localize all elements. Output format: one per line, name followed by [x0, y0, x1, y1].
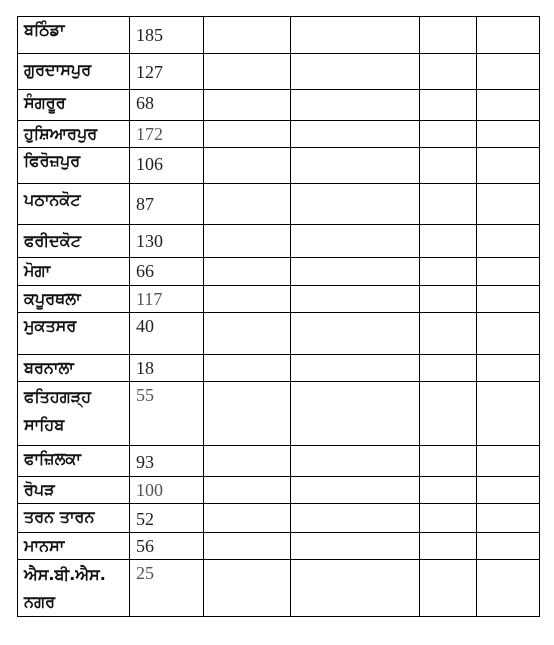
empty-cell: [204, 355, 291, 382]
district-name: ਐਸ.ਬੀ.ਐਸ. ਨਗਰ: [18, 560, 130, 617]
empty-cell: [420, 504, 477, 533]
table-row: [18, 184, 540, 225]
table-row: [18, 225, 540, 258]
empty-cell: [291, 382, 420, 446]
empty-cell: [291, 17, 420, 54]
district-table: [17, 16, 540, 617]
district-name: ਫਾਜ਼ਿਲਕਾ: [18, 446, 130, 477]
table-row: [18, 313, 540, 355]
empty-cell: [204, 184, 291, 225]
empty-cell: [291, 258, 420, 286]
empty-cell: [420, 533, 477, 560]
empty-cell: [420, 477, 477, 504]
empty-cell: [477, 184, 540, 225]
empty-cell: [204, 121, 291, 148]
district-value: 52: [130, 504, 204, 533]
empty-cell: [204, 54, 291, 90]
table-row: [18, 90, 540, 121]
table-row: [18, 533, 540, 560]
empty-cell: [204, 286, 291, 313]
district-value: 130: [130, 225, 204, 258]
empty-cell: [204, 533, 291, 560]
empty-cell: [420, 446, 477, 477]
empty-cell: [477, 121, 540, 148]
empty-cell: [477, 355, 540, 382]
district-name: ਸੰਗਰੂਰ: [18, 90, 130, 121]
empty-cell: [291, 355, 420, 382]
empty-cell: [291, 121, 420, 148]
empty-cell: [477, 504, 540, 533]
district-name: ਹੁਸ਼ਿਆਰਪੁਰ: [18, 121, 130, 148]
empty-cell: [420, 225, 477, 258]
district-value: 185: [130, 17, 204, 54]
district-name: ਬਠਿੰਡਾ: [18, 17, 130, 54]
district-name: ਕਪੂਰਥਲਾ: [18, 286, 130, 313]
district-name: ਮਾਨਸਾ: [18, 533, 130, 560]
empty-cell: [204, 313, 291, 355]
empty-cell: [420, 90, 477, 121]
district-value: 93: [130, 446, 204, 477]
table-row: [18, 560, 540, 617]
empty-cell: [291, 504, 420, 533]
district-value: 66: [130, 258, 204, 286]
district-name: ਬਰਨਾਲਾ: [18, 355, 130, 382]
district-name: ਫਿਰੋਜ਼ਪੁਰ: [18, 148, 130, 184]
table-row: [18, 17, 540, 54]
empty-cell: [420, 184, 477, 225]
empty-cell: [204, 225, 291, 258]
district-value: 56: [130, 533, 204, 560]
empty-cell: [477, 90, 540, 121]
district-name: ਤਰਨ ਤਾਰਨ: [18, 504, 130, 533]
empty-cell: [291, 148, 420, 184]
empty-cell: [420, 286, 477, 313]
empty-cell: [420, 313, 477, 355]
empty-cell: [291, 560, 420, 617]
empty-cell: [291, 533, 420, 560]
district-name: ਗੁਰਦਾਸਪੁਰ: [18, 54, 130, 90]
empty-cell: [291, 286, 420, 313]
table-row: [18, 382, 540, 446]
district-value: 55: [130, 382, 204, 446]
empty-cell: [477, 533, 540, 560]
empty-cell: [204, 560, 291, 617]
empty-cell: [477, 148, 540, 184]
district-value: 25: [130, 560, 204, 617]
district-name: ਮੋਗਾ: [18, 258, 130, 286]
empty-cell: [204, 17, 291, 54]
district-value: 68: [130, 90, 204, 121]
empty-cell: [477, 382, 540, 446]
empty-cell: [477, 446, 540, 477]
empty-cell: [420, 355, 477, 382]
table-row: [18, 477, 540, 504]
empty-cell: [420, 382, 477, 446]
table-row: [18, 504, 540, 533]
empty-cell: [204, 477, 291, 504]
empty-cell: [477, 286, 540, 313]
empty-cell: [204, 504, 291, 533]
table-row: [18, 54, 540, 90]
empty-cell: [420, 258, 477, 286]
table-row: [18, 258, 540, 286]
empty-cell: [291, 446, 420, 477]
district-value: 87: [130, 184, 204, 225]
district-name: ਮੁਕਤਸਰ: [18, 313, 130, 355]
district-value: 40: [130, 313, 204, 355]
empty-cell: [204, 446, 291, 477]
district-value: 172: [130, 121, 204, 148]
empty-cell: [477, 477, 540, 504]
empty-cell: [420, 54, 477, 90]
district-value: 100: [130, 477, 204, 504]
district-name: ਰੋਪੜ: [18, 477, 130, 504]
empty-cell: [291, 90, 420, 121]
empty-cell: [420, 17, 477, 54]
district-value: 117: [130, 286, 204, 313]
empty-cell: [204, 382, 291, 446]
table-row: [18, 446, 540, 477]
district-name: ਪਠਾਨਕੋਟ: [18, 184, 130, 225]
empty-cell: [291, 184, 420, 225]
empty-cell: [477, 225, 540, 258]
empty-cell: [291, 313, 420, 355]
empty-cell: [420, 148, 477, 184]
empty-cell: [477, 54, 540, 90]
empty-cell: [291, 225, 420, 258]
district-value: 18: [130, 355, 204, 382]
empty-cell: [477, 313, 540, 355]
empty-cell: [291, 477, 420, 504]
empty-cell: [204, 258, 291, 286]
table-row: [18, 355, 540, 382]
empty-cell: [420, 121, 477, 148]
district-value: 127: [130, 54, 204, 90]
empty-cell: [477, 560, 540, 617]
empty-cell: [477, 258, 540, 286]
table-row: [18, 286, 540, 313]
district-value: 106: [130, 148, 204, 184]
empty-cell: [204, 148, 291, 184]
empty-cell: [420, 560, 477, 617]
empty-cell: [204, 90, 291, 121]
table-row: [18, 148, 540, 184]
table-row: [18, 121, 540, 148]
district-name: ਫਰੀਦਕੋਟ: [18, 225, 130, 258]
empty-cell: [477, 17, 540, 54]
district-name: ਫਤਿਹਗੜ੍ਹ ਸਾਹਿਬ: [18, 382, 130, 446]
empty-cell: [291, 54, 420, 90]
